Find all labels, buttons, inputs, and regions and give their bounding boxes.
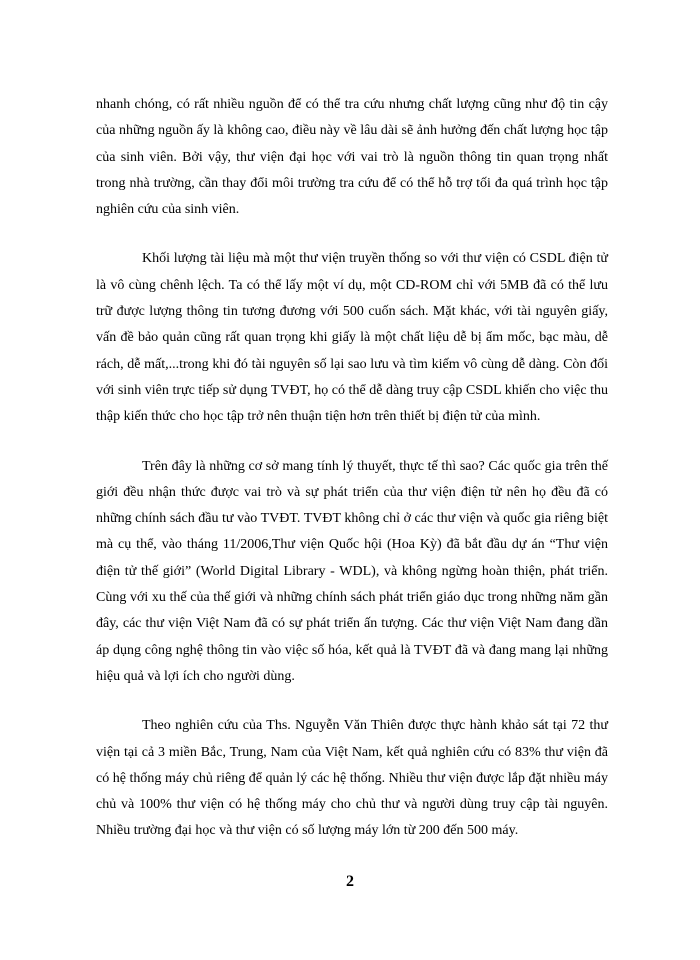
paragraph-survey-results: Theo nghiên cứu của Ths. Nguyễn Văn Thiên được thực hành khảo sát tại 72 thư viện tại cả 3 miền Bắc, Trung, Nam của Việt Nam, kết quả nghiên cứu có 83% thư viện đã có hệ thống máy chủ riêng để quản lý các hệ thống. Nhiều thư viện được lắp đặt nhiều máy chủ và 100% thư viện có hệ thống máy cho chủ thư và người dùng truy cập tài nguyên. Nhiều trường đại học và thư viện có số lượng máy lớn từ 200 đến 500 máy. xyxy=(96,718,608,839)
document-body xyxy=(96,92,608,868)
paragraph-resource-volume: Khối lượng tài liệu mà một thư viện truyền thống so với thư viện có CSDL điện tử là vô cùng chênh lệch. Ta có thể lấy một ví dụ, một CD-ROM chỉ với 5MB đã có thể lưu trữ được lượng thông tin tương đương với 500 cuốn sách. Mặt khác, với tài nguyên giấy, vấn đề bảo quản cũng rất quan trọng khi giấy là một chất liệu dễ bị ẩm mốc, bạc màu, dễ rách, dễ mất,...trong khi đó tài nguyên số lại sao lưu và tìm kiếm vô cùng dễ dàng. Còn đối với sinh viên trực tiếp sử dụng TVĐT, họ có thể dễ dàng truy cập CSDL khiến cho việc thu thập kiến thức cho học tập trở nên thuận tiện hơn trên thiết bị điện tử của mình. xyxy=(96,251,608,425)
page-number: 2 xyxy=(346,873,354,890)
paragraph-global-practice: Trên đây là những cơ sở mang tính lý thuyết, thực tế thì sao? Các quốc gia trên thế giới đều nhận thức được vai trò và sự phát triển của thư viện điện tử nên họ đều đã có những chính sách đầu tư vào TVĐT. TVĐT không chỉ ở các thư viện và quốc gia riêng biệt mà cụ thể, vào tháng 11/2006,Thư viện Quốc hội (Hoa Kỳ) đã bắt đầu dự án “Thư viện điện tử thế giới” (World Digital Library - WDL), và không ngừng hoàn thiện, phát triển. Cùng với xu thế của thế giới và những chính sách phát triển giáo dục trong những năm gần đây, các thư viện Việt Nam đã có sự phát triển ấn tượng. Các thư viện Việt Nam đang dần áp dụng công nghệ thông tin vào việc số hóa, kết quả là TVĐT đã và đang mang lại những hiệu quả và lợi ích cho người dùng. xyxy=(96,458,608,684)
paragraph-continuation: nhanh chóng, có rất nhiều nguồn để có thể tra cứu nhưng chất lượng cũng như độ tin cậy của những nguồn ấy là không cao, điều này về lâu dài sẽ ảnh hưởng đến chất lượng học tập của sinh viên. Bởi vậy, thư viện đại học với vai trò là nguồn thông tin quan trọng nhất trong nhà trường, cần thay đổi môi trường tra cứu để có thể hỗ trợ tối đa quá trình học tập nghiên cứu của sinh viên. xyxy=(96,97,608,218)
